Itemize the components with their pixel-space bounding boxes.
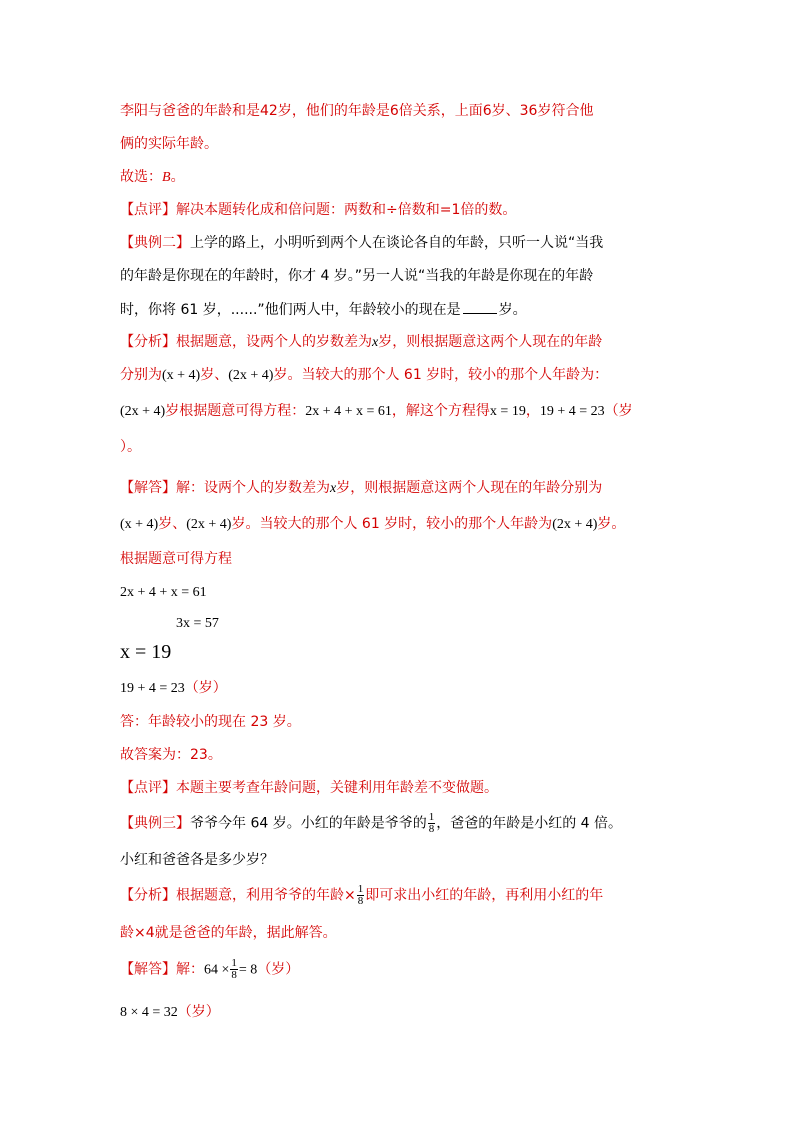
fraction-denominator: 8 <box>428 823 435 835</box>
analysis-tag: 【分析】 <box>120 887 176 904</box>
solution-text: 解： <box>176 961 204 978</box>
equation-line: 3x = 57 <box>176 616 219 631</box>
example-text: 时，你将 61 岁，......”他们两人中，年龄较小的现在是 <box>120 302 461 318</box>
equation-line <box>120 678 690 699</box>
math-expr: 19 + 4 = 23 <box>120 681 185 696</box>
fraction-numerator: 1 <box>428 811 435 823</box>
comment-tag: 【点评】 <box>120 202 176 218</box>
solution-tag: 【解答】 <box>120 480 176 496</box>
analysis-text: ，解这个方程得 <box>391 403 490 419</box>
fraction <box>428 812 436 835</box>
example-two-line-3 <box>120 299 690 320</box>
solution-tag: 【解答】 <box>120 961 176 978</box>
unit-text: （岁） <box>257 961 300 978</box>
math-expr: (2x + 4) <box>228 368 274 383</box>
math-expr: = 8 <box>238 962 258 978</box>
comment-text: 本题主要考查年龄问题，关键利用年龄差不变做题。 <box>176 780 498 796</box>
text-line: 俩的实际年龄。 <box>120 136 218 152</box>
fraction <box>357 884 365 907</box>
analysis-text: （岁 <box>604 403 633 419</box>
text-line: 李阳与爸爸的年龄和是42岁，他们的年龄是6倍关系，上面6岁、36岁符合他 <box>120 103 594 119</box>
example-text: 上学的路上，小明听到两个人在谈论各自的年龄，只听一人说“当我 <box>190 235 604 251</box>
solution-text: 岁，则根据题意这两个人现在的年龄分别为 <box>336 480 603 496</box>
math-expr: (x + 4) <box>162 368 201 383</box>
final-answer-line: 故答案为：23。 <box>120 747 222 763</box>
math-expr: 64 × <box>204 962 230 978</box>
example-text: ，爸爸的年龄是小红的 4 倍。 <box>436 815 623 832</box>
analysis-text: ， <box>525 403 540 419</box>
solution-text: 岁。 <box>597 516 626 532</box>
solution-text: 岁、 <box>158 516 187 532</box>
solution-three-line-2 <box>120 1002 690 1023</box>
analysis-text: 岁，则根据题意这两个人现在的年龄 <box>378 334 603 350</box>
solution-text: 岁。当较大的那个人 61 岁时，较小的那个人年龄为 <box>231 516 553 532</box>
analysis-text: 根据题意，利用爷爷的年龄× <box>176 887 356 904</box>
example-tag: 【典例二】 <box>120 235 190 251</box>
fraction-denominator: 8 <box>231 969 237 981</box>
example-three-line-2: 小红和爸爸各是多少岁？ <box>120 852 274 868</box>
analysis-line-4: ）。 <box>120 439 141 455</box>
fraction-denominator: 8 <box>357 895 364 907</box>
solution-three-line-1 <box>120 958 690 981</box>
analysis-three-line-1 <box>120 884 690 907</box>
comment-line <box>120 200 690 220</box>
answer-line: 答：年龄较小的现在 23 岁。 <box>120 714 301 730</box>
math-expr: 2x + 4 + x = 61 <box>305 404 392 419</box>
math-var: x <box>372 335 379 350</box>
equation-line: x = 19 <box>120 641 172 663</box>
analysis-text: 岁、 <box>200 367 229 383</box>
analysis-line-1 <box>120 332 690 353</box>
unit-text: （岁） <box>184 680 227 696</box>
fraction <box>230 958 238 981</box>
analysis-line-3 <box>120 401 690 422</box>
analysis-text: 岁根据题意可得方程： <box>165 403 306 419</box>
math-expr: (2x + 4) <box>552 517 598 532</box>
unit-text: （岁） <box>177 1004 220 1020</box>
math-expr: (2x + 4) <box>120 404 166 419</box>
analysis-text: 岁。当较大的那个人 61 岁时，较小的那个人年龄为： <box>273 367 609 383</box>
answer-suffix: 。 <box>170 169 185 185</box>
solution-line-2 <box>120 514 690 535</box>
fraction-numerator: 1 <box>231 957 237 969</box>
example-two-line-2: 的年龄是你现在的年龄时，你才 4 岁。”另一人说“当我的年龄是你现在的年龄 <box>120 268 594 284</box>
analysis-text: 即可求出小红的年龄，再利用小红的年 <box>365 887 604 904</box>
analysis-text: 分别为 <box>120 367 162 383</box>
math-expr: 19 + 4 = 23 <box>539 404 605 419</box>
answer-letter: B <box>162 170 171 185</box>
answer-choice-line <box>120 167 690 188</box>
answer-blank <box>463 299 497 314</box>
comment-line <box>120 778 690 798</box>
analysis-line-2 <box>120 365 690 386</box>
math-expr: (2x + 4) <box>186 517 232 532</box>
math-expr: (x + 4) <box>120 517 159 532</box>
example-tag: 【典例三】 <box>120 815 190 832</box>
analysis-three-line-2: 龄×4就是爸爸的年龄，据此解答。 <box>120 925 337 941</box>
fraction-numerator: 1 <box>357 883 364 895</box>
solution-text: 解：设两个人的岁数差为 <box>176 480 330 496</box>
solution-line-3: 根据题意可得方程 <box>120 551 232 567</box>
math-expr: 8 × 4 = 32 <box>120 1005 178 1020</box>
math-expr: x = 19 <box>489 404 526 419</box>
analysis-tag: 【分析】 <box>120 334 176 350</box>
example-text: 岁。 <box>498 302 527 318</box>
example-two-line-1 <box>120 233 690 253</box>
example-text: 爷爷今年 64 岁。小红的年龄是爷爷的 <box>190 815 427 832</box>
answer-prefix: 故选： <box>120 169 162 185</box>
comment-text: 解决本题转化成和倍问题：两数和÷倍数和=1倍的数。 <box>176 202 517 218</box>
analysis-text: 根据题意，设两个人的岁数差为 <box>176 334 372 350</box>
comment-tag: 【点评】 <box>120 780 176 796</box>
equation-line: 2x + 4 + x = 61 <box>120 585 207 600</box>
math-var: x <box>330 481 337 496</box>
example-three-line-1 <box>120 812 690 835</box>
solution-line-1 <box>120 478 690 499</box>
